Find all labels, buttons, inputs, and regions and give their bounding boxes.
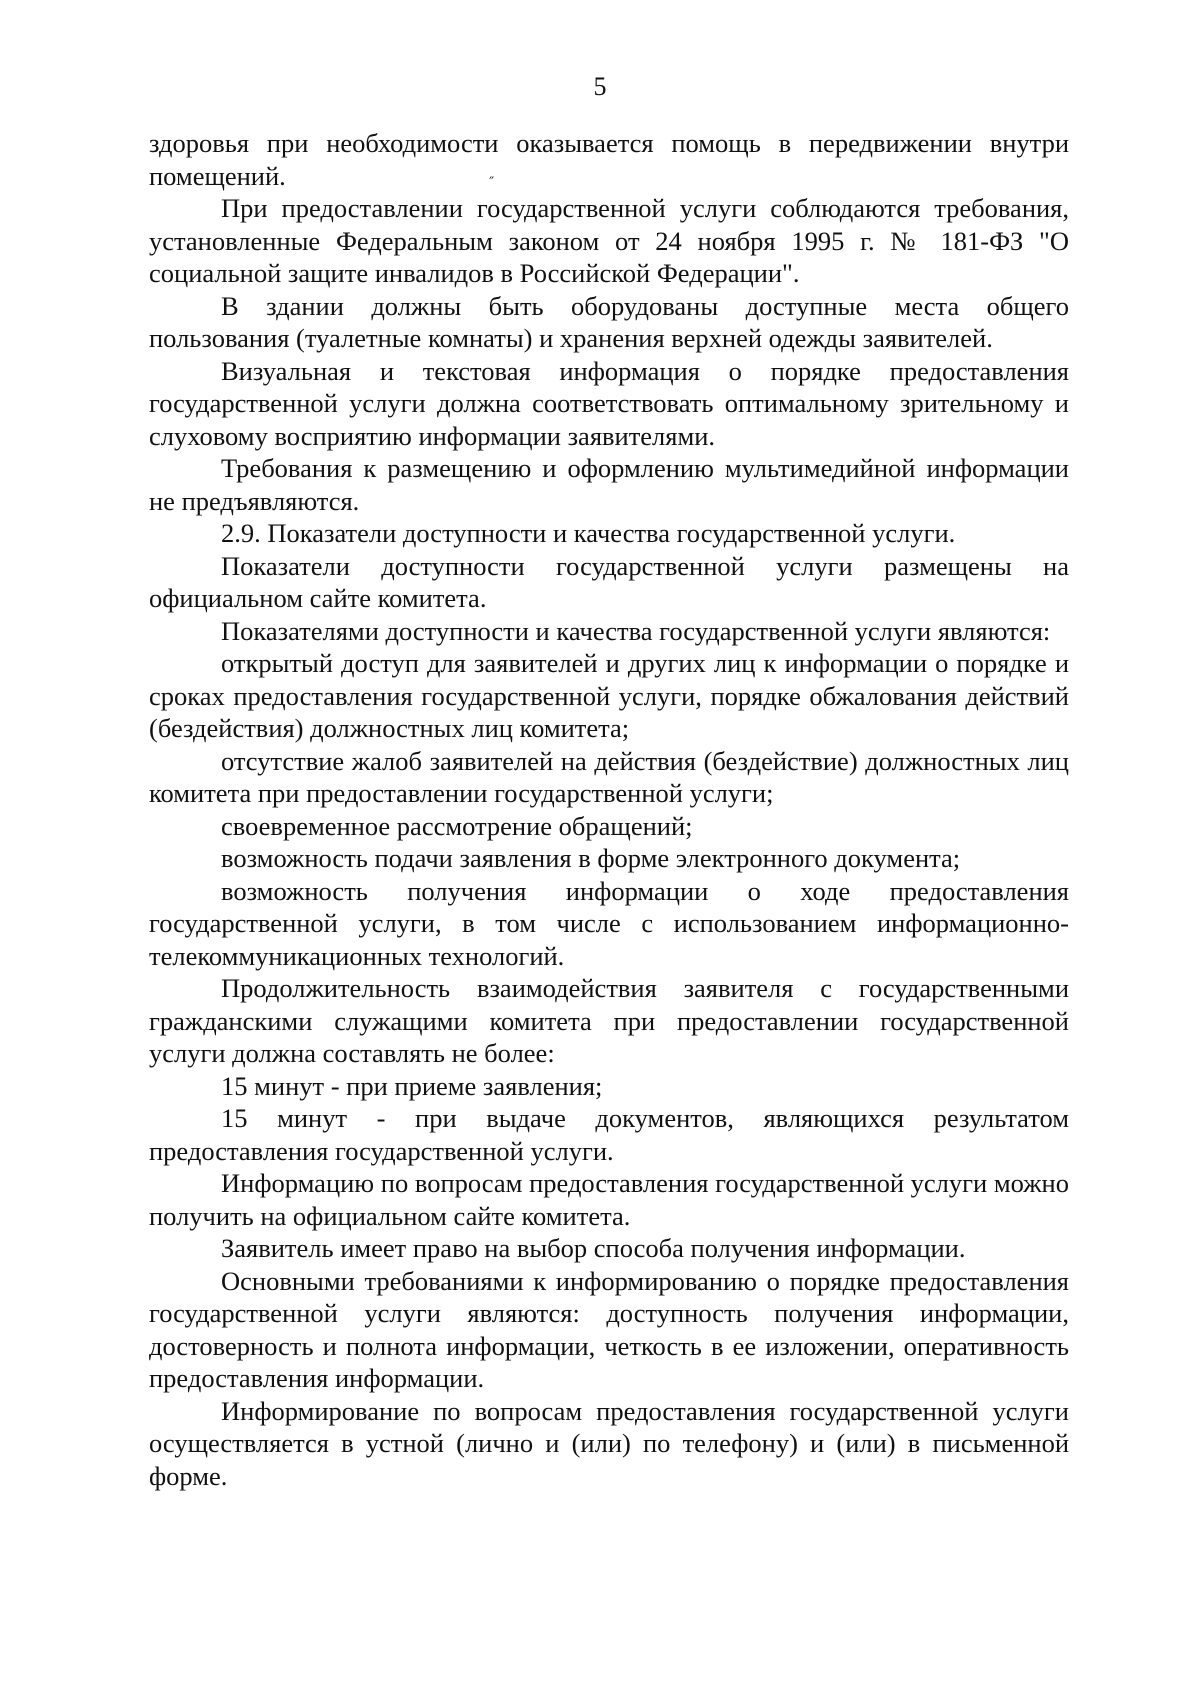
paragraph-interaction-duration: Продолжительность взаимодействия заявителя с государственными гражданскими служащими комитета при предоставлении государственной услуги должна составлять не более: bbox=[149, 973, 1069, 1068]
paragraph-info-form: Информирование по вопросам предоставления государственной услуги осуществляется в устной (лично и (или) по телефону) и (или) в письменной форме. bbox=[149, 1395, 1069, 1491]
paragraph-visual-information: Визуальная и текстовая информация о порядке предоставления государственной услуги должна соответствовать оптимальному зрительному и слуховому восприятию информации заявителями. bbox=[149, 355, 1069, 451]
list-item-15-min-issue: 15 минут - при выдаче документов, являющихся результатом предоставления государственной услуги. bbox=[149, 1103, 1069, 1166]
paragraph-applicant-choice: Заявитель имеет право на выбор способа получения информации. bbox=[221, 1233, 966, 1263]
list-item-no-complaints: отсутствие жалоб заявителей на действия (бездействие) должностных лиц комитета при предоставлении государственной услуги; bbox=[149, 745, 1069, 808]
page-number: 5 bbox=[593, 72, 607, 101]
list-item-timely-review: своевременное рассмотрение обращений; bbox=[221, 810, 693, 841]
paragraph-building-facilities: В здании должны быть оборудованы доступные места общего пользования (туалетные комнаты) и хранения верхней одежды заявителей. bbox=[149, 290, 1069, 353]
list-item-open-access: открытый доступ для заявителей и других лиц к информации о порядке и сроках предоставления государственной услуги, порядке обжалования действий (бездействия) должностных лиц комитета; bbox=[149, 648, 1069, 743]
document-body bbox=[149, 127, 1069, 1492]
paragraph-info-website: Информацию по вопросам предоставления государственной услуги можно получить на официальном сайте комитета. bbox=[149, 1168, 1069, 1231]
paragraph-continuation: здоровья при необходимости оказывается помощь в передвижении внутри помещений. bbox=[149, 128, 1069, 191]
paragraph-indicators-intro: Показателями доступности и качества государственной услуги являются: bbox=[221, 615, 1051, 646]
list-item-electronic-submission: возможность подачи заявления в форме электронного документа; bbox=[221, 843, 961, 873]
paragraph-federal-law: При предоставлении государственной услуги соблюдаются требования, установленные Федеральным законом от 24 ноября 1995 г. № 181-ФЗ "О социальной защите инвалидов в Российской Федерации". bbox=[149, 193, 1069, 288]
list-item-progress-info: возможность получения информации о ходе предоставления государственной услуги, в том числе с использованием информационно-телекоммуникационных технологий. bbox=[149, 875, 1069, 971]
paragraph-info-requirements: Основными требованиями к информированию о порядке предоставления государственной услуги являются: доступность получения информации, достоверность и полнота информации, четкость в ее изложении, оперативность предоставления информации. bbox=[149, 1265, 1069, 1393]
section-heading-2-9: 2.9. Показатели доступности и качества государственной услуги. bbox=[221, 518, 956, 548]
scan-artifact-mark: ″ bbox=[489, 175, 495, 191]
paragraph-indicators-published: Показатели доступности государственной услуги размещены на официальном сайте комитета. bbox=[149, 550, 1069, 613]
paragraph-multimedia: Требования к размещению и оформлению мультимедийной информации не предъявляются. bbox=[149, 453, 1069, 516]
list-item-15-min-receipt: 15 минут - при приеме заявления; bbox=[221, 1070, 603, 1101]
